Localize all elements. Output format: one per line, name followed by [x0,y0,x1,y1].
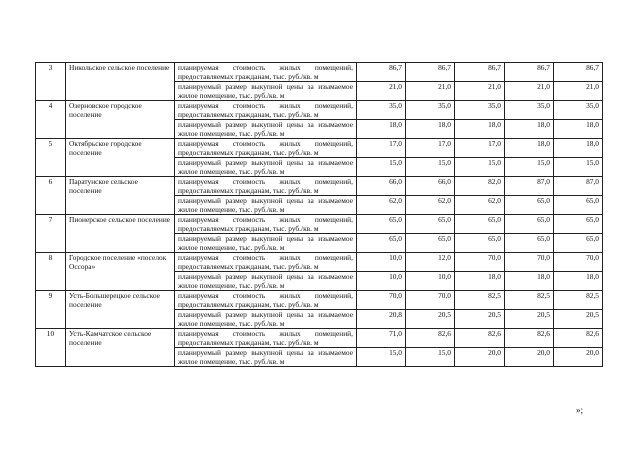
table-body [36,63,603,367]
value-cell: 62,0 [455,196,505,215]
value-cell: 10,0 [406,272,455,291]
value-cell: 15,0 [406,348,455,367]
value-cell: 82,0 [455,177,505,196]
value-cell: 21,0 [455,82,505,101]
indicator-description: планируемая стоимость жилых помещений, предоставляемых гражданам, тыс. руб./кв. м [175,101,357,120]
value-cell: 87,0 [505,177,554,196]
settlement-name: Усть-Камчатское сельское поселение [66,329,175,367]
value-cell: 62,0 [357,196,406,215]
value-cell: 70,0 [505,253,554,272]
indicator-description: планируемый размер выкупной цены за изымаемое жилое помещение, тыс. руб./кв. м [175,272,357,291]
value-cell: 20,5 [554,310,603,329]
table-row [36,139,603,158]
value-cell: 65,0 [357,215,406,234]
value-cell: 65,0 [554,215,603,234]
value-cell: 35,0 [357,101,406,120]
value-cell: 65,0 [505,215,554,234]
value-cell: 82,6 [554,329,603,348]
value-cell: 65,0 [554,234,603,253]
indicator-description: планируемая стоимость жилых помещений, предоставляемых гражданам, тыс. руб./кв. м [175,139,357,158]
row-number: 9 [36,291,66,329]
indicator-description: планируемый размер выкупной цены за изымаемое жилое помещение, тыс. руб./кв. м [175,120,357,139]
value-cell: 20,5 [406,310,455,329]
table-row [36,63,603,82]
value-cell: 82,6 [505,329,554,348]
value-cell: 62,0 [406,196,455,215]
value-cell: 71,0 [357,329,406,348]
value-cell: 65,0 [455,234,505,253]
table-row [36,215,603,234]
indicator-description: планируемый размер выкупной цены за изымаемое жилое помещение, тыс. руб./кв. м [175,158,357,177]
value-cell: 17,0 [357,139,406,158]
indicator-description: планируемый размер выкупной цены за изымаемое жилое помещение, тыс. руб./кв. м [175,348,357,367]
value-cell: 70,0 [554,253,603,272]
value-cell: 18,0 [554,139,603,158]
value-cell: 18,0 [455,272,505,291]
value-cell: 15,0 [357,158,406,177]
indicator-description: планируемый размер выкупной цены за изымаемое жилое помещение, тыс. руб./кв. м [175,310,357,329]
value-cell: 86,7 [357,63,406,82]
value-cell: 65,0 [505,234,554,253]
value-cell: 21,0 [406,82,455,101]
value-cell: 65,0 [406,215,455,234]
indicator-description: планируемый размер выкупной цены за изымаемое жилое помещение, тыс. руб./кв. м [175,82,357,101]
value-cell: 15,0 [455,158,505,177]
row-number: 7 [36,215,66,253]
row-number: 10 [36,329,66,367]
value-cell: 66,0 [357,177,406,196]
settlement-name: Озерновское городское поселение [66,101,175,139]
value-cell: 86,7 [455,63,505,82]
value-cell: 17,0 [406,139,455,158]
value-cell: 18,0 [505,139,554,158]
value-cell: 20,0 [554,348,603,367]
settlement-name: Городское поселение «поселок Оссора» [66,253,175,291]
value-cell: 20,0 [505,348,554,367]
value-cell: 15,0 [554,158,603,177]
value-cell: 65,0 [505,196,554,215]
value-cell: 86,7 [406,63,455,82]
row-number: 8 [36,253,66,291]
value-cell: 20,5 [505,310,554,329]
value-cell: 35,0 [455,101,505,120]
value-cell: 35,0 [505,101,554,120]
value-cell: 18,0 [455,120,505,139]
value-cell: 66,0 [406,177,455,196]
value-cell: 15,0 [357,348,406,367]
value-cell: 15,0 [406,158,455,177]
value-cell: 70,0 [357,291,406,310]
value-cell: 82,5 [554,291,603,310]
value-cell: 18,0 [554,272,603,291]
value-cell: 86,7 [554,63,603,82]
row-number: 5 [36,139,66,177]
value-cell: 87,0 [554,177,603,196]
value-cell: 70,0 [455,253,505,272]
value-cell: 12,0 [406,253,455,272]
indicator-description: планируемая стоимость жилых помещений, предоставляемых гражданам, тыс. руб./кв. м [175,63,357,82]
value-cell: 18,0 [554,120,603,139]
settlement-name: Октябрьское городское поселение [66,139,175,177]
value-cell: 86,7 [505,63,554,82]
value-cell: 82,6 [455,329,505,348]
row-number: 6 [36,177,66,215]
row-number: 4 [36,101,66,139]
value-cell: 20,8 [357,310,406,329]
table-row [36,101,603,120]
value-cell: 21,0 [505,82,554,101]
table-row [36,253,603,272]
value-cell: 65,0 [357,234,406,253]
table-row [36,329,603,348]
indicator-description: планируемая стоимость жилых помещений, предоставляемых гражданам, тыс. руб./кв. м [175,291,357,310]
value-cell: 18,0 [505,272,554,291]
indicator-description: планируемая стоимость жилых помещений, предоставляемых гражданам, тыс. руб./кв. м [175,329,357,348]
table-row [36,291,603,310]
value-cell: 65,0 [554,196,603,215]
value-cell: 21,0 [554,82,603,101]
value-cell: 82,5 [455,291,505,310]
value-cell: 82,6 [406,329,455,348]
value-cell: 82,5 [505,291,554,310]
settlement-name: Усть-Большерецкое сельское поселение [66,291,175,329]
value-cell: 70,0 [406,291,455,310]
indicator-description: планируемая стоимость жилых помещений, предоставляемых гражданам, тыс. руб./кв. м [175,253,357,272]
data-table [35,62,603,367]
closing-quote: »; [576,405,584,415]
value-cell: 35,0 [554,101,603,120]
indicator-description: планируемый размер выкупной цены за изымаемое жилое помещение, тыс. руб./кв. м [175,234,357,253]
table-row [36,177,603,196]
value-cell: 21,0 [357,82,406,101]
settlement-name: Никольское сельское поселение [66,63,175,101]
settlement-name: Паратунское сельское поселение [66,177,175,215]
value-cell: 17,0 [455,139,505,158]
indicator-description: планируемая стоимость жилых помещений, предоставляемых гражданам, тыс. руб./кв. м [175,215,357,234]
row-number: 3 [36,63,66,101]
value-cell: 20,0 [455,348,505,367]
value-cell: 65,0 [455,215,505,234]
value-cell: 18,0 [505,120,554,139]
value-cell: 10,0 [357,253,406,272]
indicator-description: планируемый размер выкупной цены за изымаемое жилое помещение, тыс. руб./кв. м [175,196,357,215]
value-cell: 18,0 [406,120,455,139]
settlement-name: Пионерское сельское поселение [66,215,175,253]
value-cell: 18,0 [357,120,406,139]
value-cell: 65,0 [406,234,455,253]
value-cell: 20,5 [455,310,505,329]
value-cell: 15,0 [505,158,554,177]
value-cell: 10,0 [357,272,406,291]
value-cell: 35,0 [406,101,455,120]
indicator-description: планируемая стоимость жилых помещений, предоставляемых гражданам, тыс. руб./кв. м [175,177,357,196]
